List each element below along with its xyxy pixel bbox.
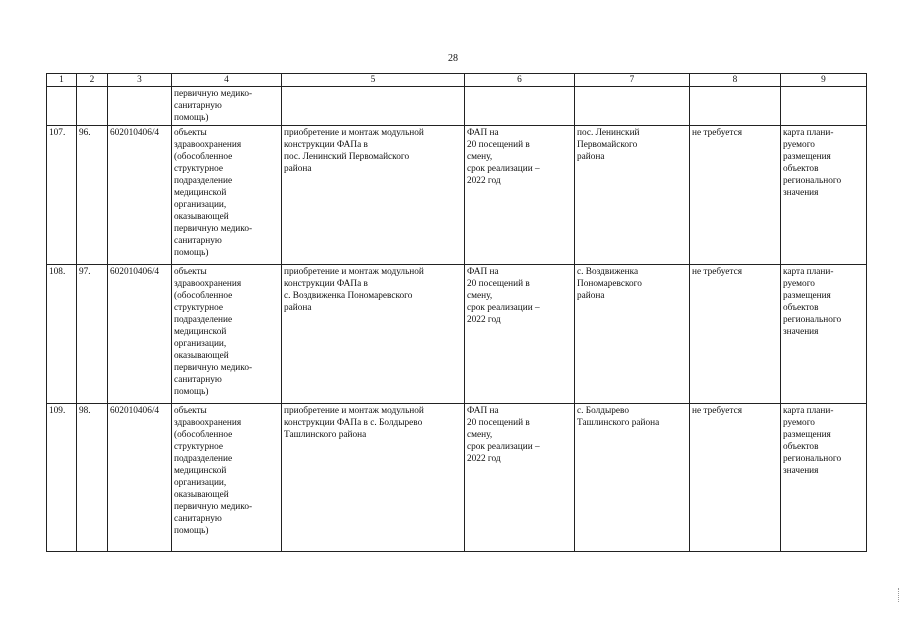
table-row xyxy=(47,404,867,552)
sub-number-cell: 97. xyxy=(77,265,108,404)
column-header: 2 xyxy=(77,74,108,87)
location-cell: с. Воздвиженка Пономаревского района xyxy=(575,265,690,404)
map-cell: карта плани- руемого размещения объектов регионального значения xyxy=(781,404,867,552)
column-header: 4 xyxy=(172,74,282,87)
sub-number-cell: 96. xyxy=(77,126,108,265)
action-cell: приобретение и монтаж модульной конструкции ФАПа в с. Болдырево Ташлинского района xyxy=(282,404,465,552)
table-cell xyxy=(108,87,172,126)
sub-number-cell: 98. xyxy=(77,404,108,552)
table-cell xyxy=(690,87,781,126)
table-cell xyxy=(47,87,77,126)
object-type-cell: объекты здравоохранения (обособленное структурное подразделение медицинской организации, оказывающей первичную медико- санитарную помощь) xyxy=(172,265,282,404)
code-cell: 602010406/4 xyxy=(108,126,172,265)
zones-cell: не требуется xyxy=(690,404,781,552)
table-cell xyxy=(77,87,108,126)
column-header: 1 xyxy=(47,74,77,87)
zones-cell: не требуется xyxy=(690,126,781,265)
page-number: 28 xyxy=(448,53,458,64)
map-cell: карта плани- руемого размещения объектов регионального значения xyxy=(781,126,867,265)
code-cell: 602010406/4 xyxy=(108,404,172,552)
column-header: 8 xyxy=(690,74,781,87)
location-cell: пос. Ленинский Первомайского района xyxy=(575,126,690,265)
table-cell xyxy=(781,87,867,126)
location-cell: с. Болдырево Ташлинского района xyxy=(575,404,690,552)
action-cell: приобретение и монтаж модульной конструкции ФАПа в с. Воздвиженка Пономаревского района xyxy=(282,265,465,404)
column-header: 6 xyxy=(465,74,575,87)
row-number-cell: 107. xyxy=(47,126,77,265)
parameters-cell: ФАП на 20 посещений в смену, срок реализации – 2022 год xyxy=(465,265,575,404)
map-cell: карта плани- руемого размещения объектов регионального значения xyxy=(781,265,867,404)
object-type-cell: первичную медико- санитарную помощь) xyxy=(172,87,282,126)
parameters-cell: ФАП на 20 посещений в смену, срок реализации – 2022 год xyxy=(465,404,575,552)
zones-cell: не требуется xyxy=(690,265,781,404)
table-cell xyxy=(465,87,575,126)
column-header: 9 xyxy=(781,74,867,87)
code-cell: 602010406/4 xyxy=(108,265,172,404)
object-type-cell: объекты здравоохранения (обособленное структурное подразделение медицинской организации, оказывающей первичную медико- санитарную помощь) xyxy=(172,126,282,265)
row-number-cell: 108. xyxy=(47,265,77,404)
table-cell xyxy=(282,87,465,126)
column-header: 7 xyxy=(575,74,690,87)
column-header: 5 xyxy=(282,74,465,87)
table-cell xyxy=(575,87,690,126)
table-row xyxy=(47,265,867,404)
object-type-cell: объекты здравоохранения (обособленное структурное подразделение медицинской организации, оказывающей первичную медико- санитарную помощь) xyxy=(172,404,282,552)
action-cell: приобретение и монтаж модульной конструкции ФАПа в пос. Ленинский Первомайского района xyxy=(282,126,465,265)
table-row xyxy=(47,126,867,265)
column-number-header-row xyxy=(47,74,867,87)
column-header: 3 xyxy=(108,74,172,87)
objects-table xyxy=(46,73,867,552)
scan-edge-mark xyxy=(898,588,901,602)
row-number-cell: 109. xyxy=(47,404,77,552)
parameters-cell: ФАП на 20 посещений в смену, срок реализации – 2022 год xyxy=(465,126,575,265)
continuation-row xyxy=(47,87,867,126)
